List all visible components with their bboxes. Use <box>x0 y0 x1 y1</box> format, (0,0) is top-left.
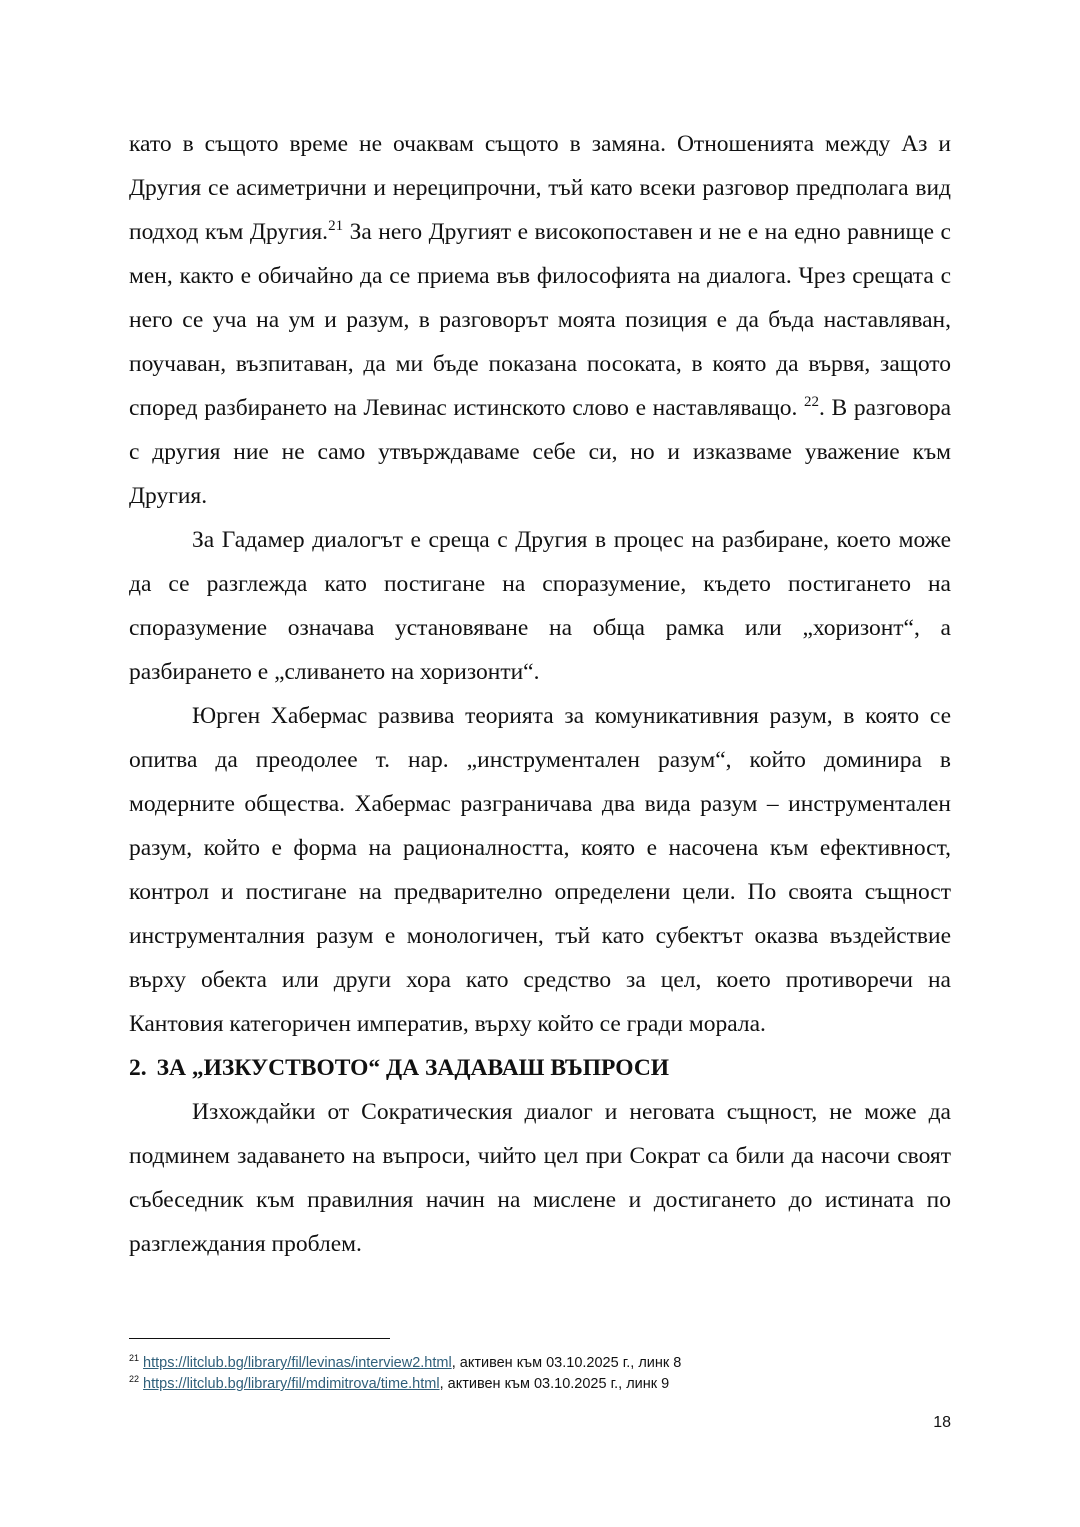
footnote-link[interactable]: https://litclub.bg/library/fil/mdimitrova/time.html <box>143 1376 440 1392</box>
section-number: 2. <box>129 1055 147 1081</box>
footnote-link[interactable]: https://litclub.bg/library/fil/levinas/interview2.html <box>143 1355 452 1371</box>
body-text <box>129 122 951 1266</box>
footnote-ref-21[interactable]: 21 <box>328 218 344 235</box>
footnote-21 <box>129 1353 951 1374</box>
footnote-ref-22[interactable]: 22 <box>804 394 819 411</box>
paragraph-levinas: като в същото време не очаквам същото в замяна. Отношенията между Аз и Другия се асиметрични и нереципрочни, тъй като всеки разговор предполага вид подход към Другия.$^{21}$ За него Другият е високопоставен и не е на едно равнище с мен, както е обичайно да се приема във философията на диалога. Чрез срещата с него се уча на ум и разум, в разговорът моята позиция е да бъда наставляван, поучаван, възпитаван, да ми бъде показана посоката, в която да вървя, защото според разбирането на Левинас истинското слово е наставляващо. $^{22}$. В разговора с другия ние не само утвърждаваме себе си, но и изказваме уважение към Другия. <box>129 131 951 509</box>
footnote-separator <box>129 1338 390 1339</box>
page-number: 18 <box>933 1414 951 1431</box>
paragraph-gadamer: За Гадамер диалогът е среща с Другия в процес на разбиране, което може да се разглежда като постигане на споразумение, където постигането на споразумение означава установяване на обща рамка или „хоризонт“, а разбирането е „сливането на хоризонти“. <box>129 527 951 685</box>
footnote-22 <box>129 1374 951 1395</box>
section-heading <box>129 1046 951 1090</box>
footnotes <box>129 1353 951 1395</box>
footnote-number: 22 <box>129 1374 140 1385</box>
paragraph-socratic: Изхождайки от Сократическия диалог и неговата същност, не може да подминем задаването на въпроси, чийто цел при Сократ са били да насочи своят събеседник към правилния начин на мислене и достигането до истината по разглеждания проблем. <box>129 1099 951 1257</box>
footnote-suffix: , активен към 03.10.2025 г., линк 8 <box>451 1355 682 1371</box>
footnote-suffix: , активен към 03.10.2025 г., линк 9 <box>439 1376 670 1392</box>
section-title: ЗА „ИЗКУСТВОТО“ ДА ЗАДАВАШ ВЪПРОСИ <box>156 1055 670 1081</box>
paragraph-habermas: Юрген Хабермас развива теорията за комуникативния разум, в която се опитва да преодолее т. нар. „инструментален разум“, който доминира в модерните общества. Хабермас разграничава два вида разум – инструментален разум, който е форма на рационалността, която е насочена към ефективност, контрол и постигане на предварително определени цели. По своята същност инструменталния разум е монологичен, тъй като субектът оказва въздействие върху обекта или други хора като средство за цел, което противоречи на Кантовия категоричен императив, върху който се гради морала. <box>129 703 951 1037</box>
footnote-number: 21 <box>129 1353 140 1364</box>
